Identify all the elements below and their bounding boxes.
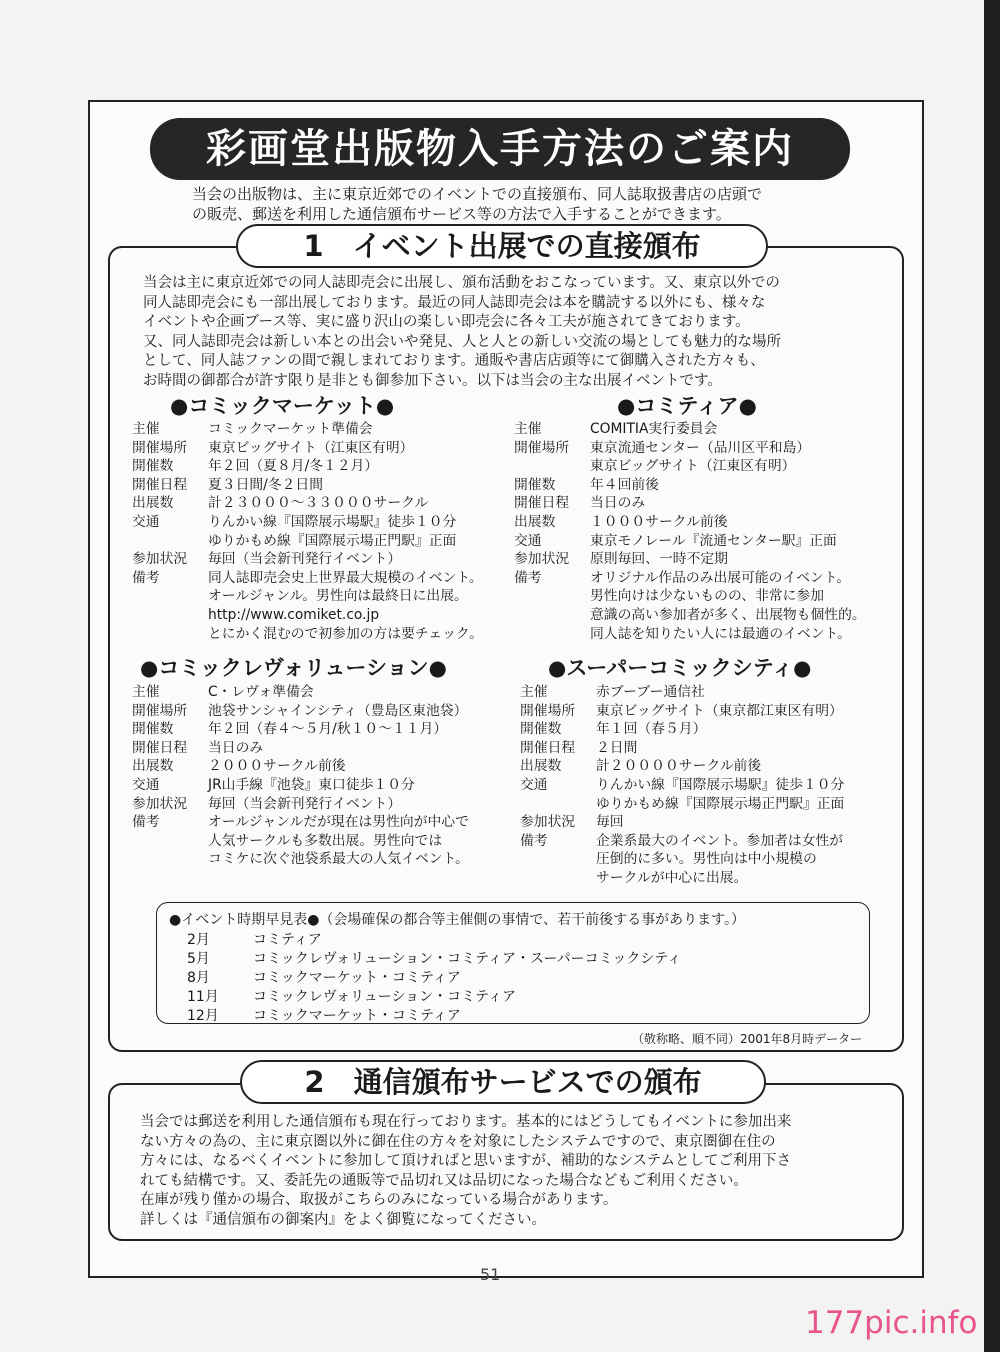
event-detail-value: オールジャンル。男性向は最終日に出展。 [208,588,468,605]
event-detail-row [520,869,844,888]
event-detail-row [520,720,844,739]
event-detail-value: コミケに次ぐ池袋系最大の人気イベント。 [208,851,469,868]
event-detail-key [132,832,208,851]
calendar-month: 12月 [187,1008,219,1024]
event-detail-key: 出展数 [520,758,562,775]
event-detail-value: 年２回（夏８月/冬１２月） [208,458,379,475]
section1-heading: 1 イベント出展での直接頒布 [236,224,768,268]
event-detail-key: 開催日程 [132,739,188,756]
event-detail-value: 当日のみ [208,739,264,756]
event-detail-row [132,476,483,495]
section2-heading: 2 通信頒布サービスでの頒布 [240,1060,766,1104]
event-detail-key: 備考 [520,832,548,849]
event-detail-key: 参加状況 [132,795,188,812]
event-detail-row [514,439,866,458]
event-detail-key: 参加状況 [132,551,188,568]
paragraph-line: 当会では郵送を利用した通信頒布も現在行っております。基本的にはどうしてもイベントに参加出来 [140,1114,792,1130]
event-details-comiket [132,420,483,643]
event-detail-key [132,532,208,551]
event-detail-row [132,606,483,625]
event-detail-key [514,625,590,644]
event-detail-value: 計２００００サークル前後 [596,758,762,775]
event-detail-key [514,606,590,625]
event-detail-row [520,702,844,721]
paragraph-line: 又、同人誌即売会は新しい本との出会いや発見、人と人との新しい交流の場としても魅力的な場所 [143,333,781,350]
event-detail-key: 参加状況 [520,814,576,831]
event-detail-key: 開催数 [132,458,174,475]
event-detail-key: 開催数 [132,721,174,738]
section1-paragraph [143,274,781,391]
event-detail-row [132,776,469,795]
event-detail-row [520,776,844,795]
event-detail-row [514,476,866,495]
event-detail-row [514,513,866,532]
event-detail-row [132,513,483,532]
event-detail-row [514,569,866,588]
event-title-comic-revolution: ●コミックレヴォリューション● [140,656,447,680]
calendar-row [187,950,869,969]
event-detail-value: 計２３０００～３３０００サークル [208,495,429,512]
event-detail-row [132,757,469,776]
event-detail-row [132,550,483,569]
event-detail-key: 開催数 [520,721,562,738]
event-detail-row [514,420,866,439]
event-detail-key: 開催場所 [132,702,188,719]
event-detail-key: 交通 [132,513,160,530]
event-detail-value: C・レヴォ準備会 [208,684,314,700]
section2-paragraph [140,1113,791,1230]
event-detail-row [132,720,469,739]
event-detail-value: ２０００サークル前後 [208,758,346,775]
event-detail-value: 同人誌即売会史上世界最大規模のイベント。 [208,569,483,586]
event-detail-key [132,850,208,869]
event-details-super-comic-city [520,683,844,888]
event-detail-row [514,625,866,644]
event-detail-value: 東京モノレール『流通センター駅』正面 [590,532,837,549]
paragraph-line: 同人誌即売会にも一部出展しております。最近の同人誌即売会は本を購読する以外にも、様々な [143,294,766,311]
event-detail-value: コミックマーケット準備会 [208,421,373,437]
event-detail-key: 備考 [132,569,160,586]
event-detail-value: 東京ビッグサイト（江東区有明） [590,458,796,475]
event-detail-key: 備考 [132,814,160,831]
event-calendar [156,902,870,1024]
event-detail-row [132,587,483,606]
event-detail-value: 当日のみ [590,495,646,512]
event-detail-row [132,702,469,721]
paragraph-line: として、同人誌ファンの間で親しまれております。通販や書店店頭等にて御購入された方々も、 [143,353,765,369]
page-number: 51 [480,1265,501,1284]
event-detail-row [514,606,866,625]
event-detail-value: 年２回（春４～５月/秋１０～１１月） [208,721,448,738]
calendar-events: コミティア [253,932,322,948]
event-detail-row [514,457,866,476]
event-detail-row [132,439,483,458]
event-detail-value: 毎回（当会新刊発行イベント） [208,795,402,812]
event-detail-value: 年１回（春５月） [596,721,707,738]
event-detail-value: オールジャンルだが現在は男性向が中心で [208,814,469,831]
event-detail-key: 交通 [520,776,548,793]
event-detail-value: 圧倒的に多い。男性向は中小規模の [596,851,817,868]
event-detail-row [132,832,469,851]
event-detail-value: １０００サークル前後 [590,513,728,530]
event-detail-value: 毎回（当会新刊発行イベント） [208,551,402,568]
event-detail-key: 備考 [514,569,542,586]
event-detail-row [132,739,469,758]
event-title-comitia: ●コミティア● [617,394,757,418]
event-detail-row [132,795,469,814]
event-detail-value: ゆりかもめ線『国際展示場正門駅』正面 [208,532,457,549]
event-detail-key: 出展数 [514,513,556,530]
event-detail-key: 交通 [132,776,160,793]
event-detail-key [520,850,596,869]
paragraph-line: 詳しくは『通信頒布の御案内』をよく御覧になってください。 [140,1211,546,1228]
event-detail-key: 出展数 [132,495,174,512]
intro-line: の販売、郵送を利用した通信頒布サービス等の方法で入手することができます。 [192,204,731,223]
event-detail-row [132,532,483,551]
paragraph-line: お時間の御都合が許す限り是非とも御参加下さい。以下は当会の主な出展イベントです。 [143,372,722,389]
event-detail-value: 年４回前後 [590,476,659,493]
event-detail-value: 意識の高い参加者が多く、出展物も個性的。 [590,606,866,623]
event-detail-value: 男性向けは少ないものの、非常に参加 [590,588,824,605]
event-detail-key [520,795,596,814]
event-detail-row [514,494,866,513]
event-detail-row [514,587,866,606]
calendar-events: コミックマーケット・コミティア [253,970,461,986]
event-details-comic-revolution [132,683,469,869]
event-detail-value: http://www.comiket.co.jp [208,606,380,623]
event-detail-row [514,550,866,569]
calendar-row [187,931,869,950]
event-detail-key: 主催 [132,684,160,700]
event-detail-key: 交通 [514,532,542,549]
calendar-events: コミックマーケット・コミティア [253,1008,461,1024]
event-detail-row [132,683,469,702]
paragraph-line: 方々には、なるべくイベントに参加して頂ければと思いますが、補助的なシステムとしてご利用下さ [140,1153,792,1169]
event-detail-row [132,569,483,588]
paragraph-line: イベントや企画ブース等、実に盛り沢山の楽しい即売会に各々工夫が施されてきております。 [143,314,750,330]
event-detail-row [132,457,483,476]
event-details-comitia [514,420,866,643]
event-detail-value: りんかい線『国際展示場駅』徒歩１０分 [208,513,457,530]
paragraph-line: 当会は主に東京近郊での同人誌即売会に出展し、頒布活動をおこなっています。又、東京以外での [143,275,780,291]
event-detail-key: 主催 [132,421,160,437]
event-detail-value: りんかい線『国際展示場駅』徒歩１０分 [596,776,845,793]
event-detail-key [132,625,208,644]
event-detail-key [520,869,596,888]
event-detail-row [132,625,483,644]
event-detail-key: 開催場所 [520,702,576,719]
event-detail-value: 同人誌を知りたい人には最適のイベント。 [590,625,851,642]
event-detail-key: 出展数 [132,758,174,775]
event-detail-row [520,813,844,832]
event-detail-key [514,457,590,476]
event-detail-value: ゆりかもめ線『国際展示場正門駅』正面 [596,795,845,812]
page-title: 彩画堂出版物入手方法のご案内 [150,118,850,180]
event-detail-value: 原則毎回、一時不定期 [590,551,728,568]
data-note: （敬称略、順不同）2001年8月時データー [632,1032,863,1046]
event-detail-value: サークルが中心に出展。 [596,869,748,886]
calendar-month: 5月 [187,951,210,967]
event-detail-value: 東京ビッグサイト（東京都江東区有明） [596,702,843,719]
event-detail-value: 夏３日間/冬２日間 [208,476,324,493]
event-detail-value: 企業系最大のイベント。参加者は女性が [596,832,844,849]
event-detail-row [520,757,844,776]
event-detail-row [520,850,844,869]
event-detail-value: 毎回 [596,814,624,831]
event-detail-value: とにかく混むので初参加の方は要チェック。 [208,625,483,642]
event-title-super-comic-city: ●スーパーコミックシティ● [548,656,812,680]
event-detail-row [132,420,483,439]
calendar-row [187,988,869,1007]
event-detail-value: オリジナル作品のみ出展可能のイベント。 [590,569,851,586]
calendar-events: コミックレヴォリューション・コミティア・スーパーコミックシティ [253,951,682,967]
event-detail-key [132,587,208,606]
event-detail-row [520,683,844,702]
event-detail-value: ２日間 [596,739,638,756]
calendar-row [187,1007,869,1026]
event-detail-row [132,494,483,513]
event-detail-key [514,587,590,606]
calendar-events: コミックレヴォリューション・コミティア [253,989,517,1005]
event-detail-value: 人気サークルも多数出展。男性向では [208,832,443,849]
calendar-header: ●イベント時期早見表●（会場確保の都合等主催側の事情で、若干前後する事があります。） [169,912,746,928]
event-detail-key: 開催日程 [520,739,576,756]
event-detail-value: 赤ブーブー通信社 [596,684,705,700]
calendar-month: 2月 [187,932,210,948]
scan-edge [984,0,1000,1352]
event-detail-key: 開催数 [514,476,556,493]
event-detail-row [520,739,844,758]
event-detail-row [132,850,469,869]
paragraph-line: れても結構です。又、委託先の通販等で品切れ又は品切になった場合などもご利用ください。 [140,1172,748,1189]
event-detail-key [132,606,208,625]
calendar-row [187,969,869,988]
intro-line: 当会の出版物は、主に東京近郊でのイベントでの直接頒布、同人誌取扱書店の店頭で [192,185,763,203]
event-detail-row [520,795,844,814]
event-detail-key: 開催場所 [514,439,570,456]
event-detail-key: 開催日程 [132,476,188,493]
event-detail-key: 開催日程 [514,495,570,512]
event-detail-row [132,813,469,832]
calendar-month: 8月 [187,970,210,986]
event-detail-row [520,832,844,851]
event-detail-value: JR山手線『池袋』東口徒歩１０分 [208,776,415,793]
event-detail-value: 東京ビッグサイト（江東区有明） [208,439,414,456]
event-detail-value: COMITIA実行委員会 [590,421,718,437]
event-detail-key: 主催 [520,684,548,700]
event-detail-row [514,532,866,551]
event-detail-value: 東京流通センター（品川区平和島） [590,439,811,456]
event-detail-key: 参加状況 [514,551,570,568]
paragraph-line: ない方々の為の、主に東京圏以外に御在住の方々を対象にしたシステムですので、東京圏御在住の [140,1133,776,1150]
calendar-month: 11月 [187,989,219,1005]
event-title-comiket: ●コミックマーケット● [170,394,395,418]
event-detail-value: 池袋サンシャインシティ（豊島区東池袋） [208,702,468,719]
event-detail-key: 主催 [514,421,542,437]
paragraph-line: 在庫が残り僅かの場合、取扱がこちらのみになっている場合があります。 [140,1192,618,1208]
intro-text [192,185,762,224]
event-detail-key: 開催場所 [132,439,188,456]
watermark: 177pic.info [805,1305,978,1341]
